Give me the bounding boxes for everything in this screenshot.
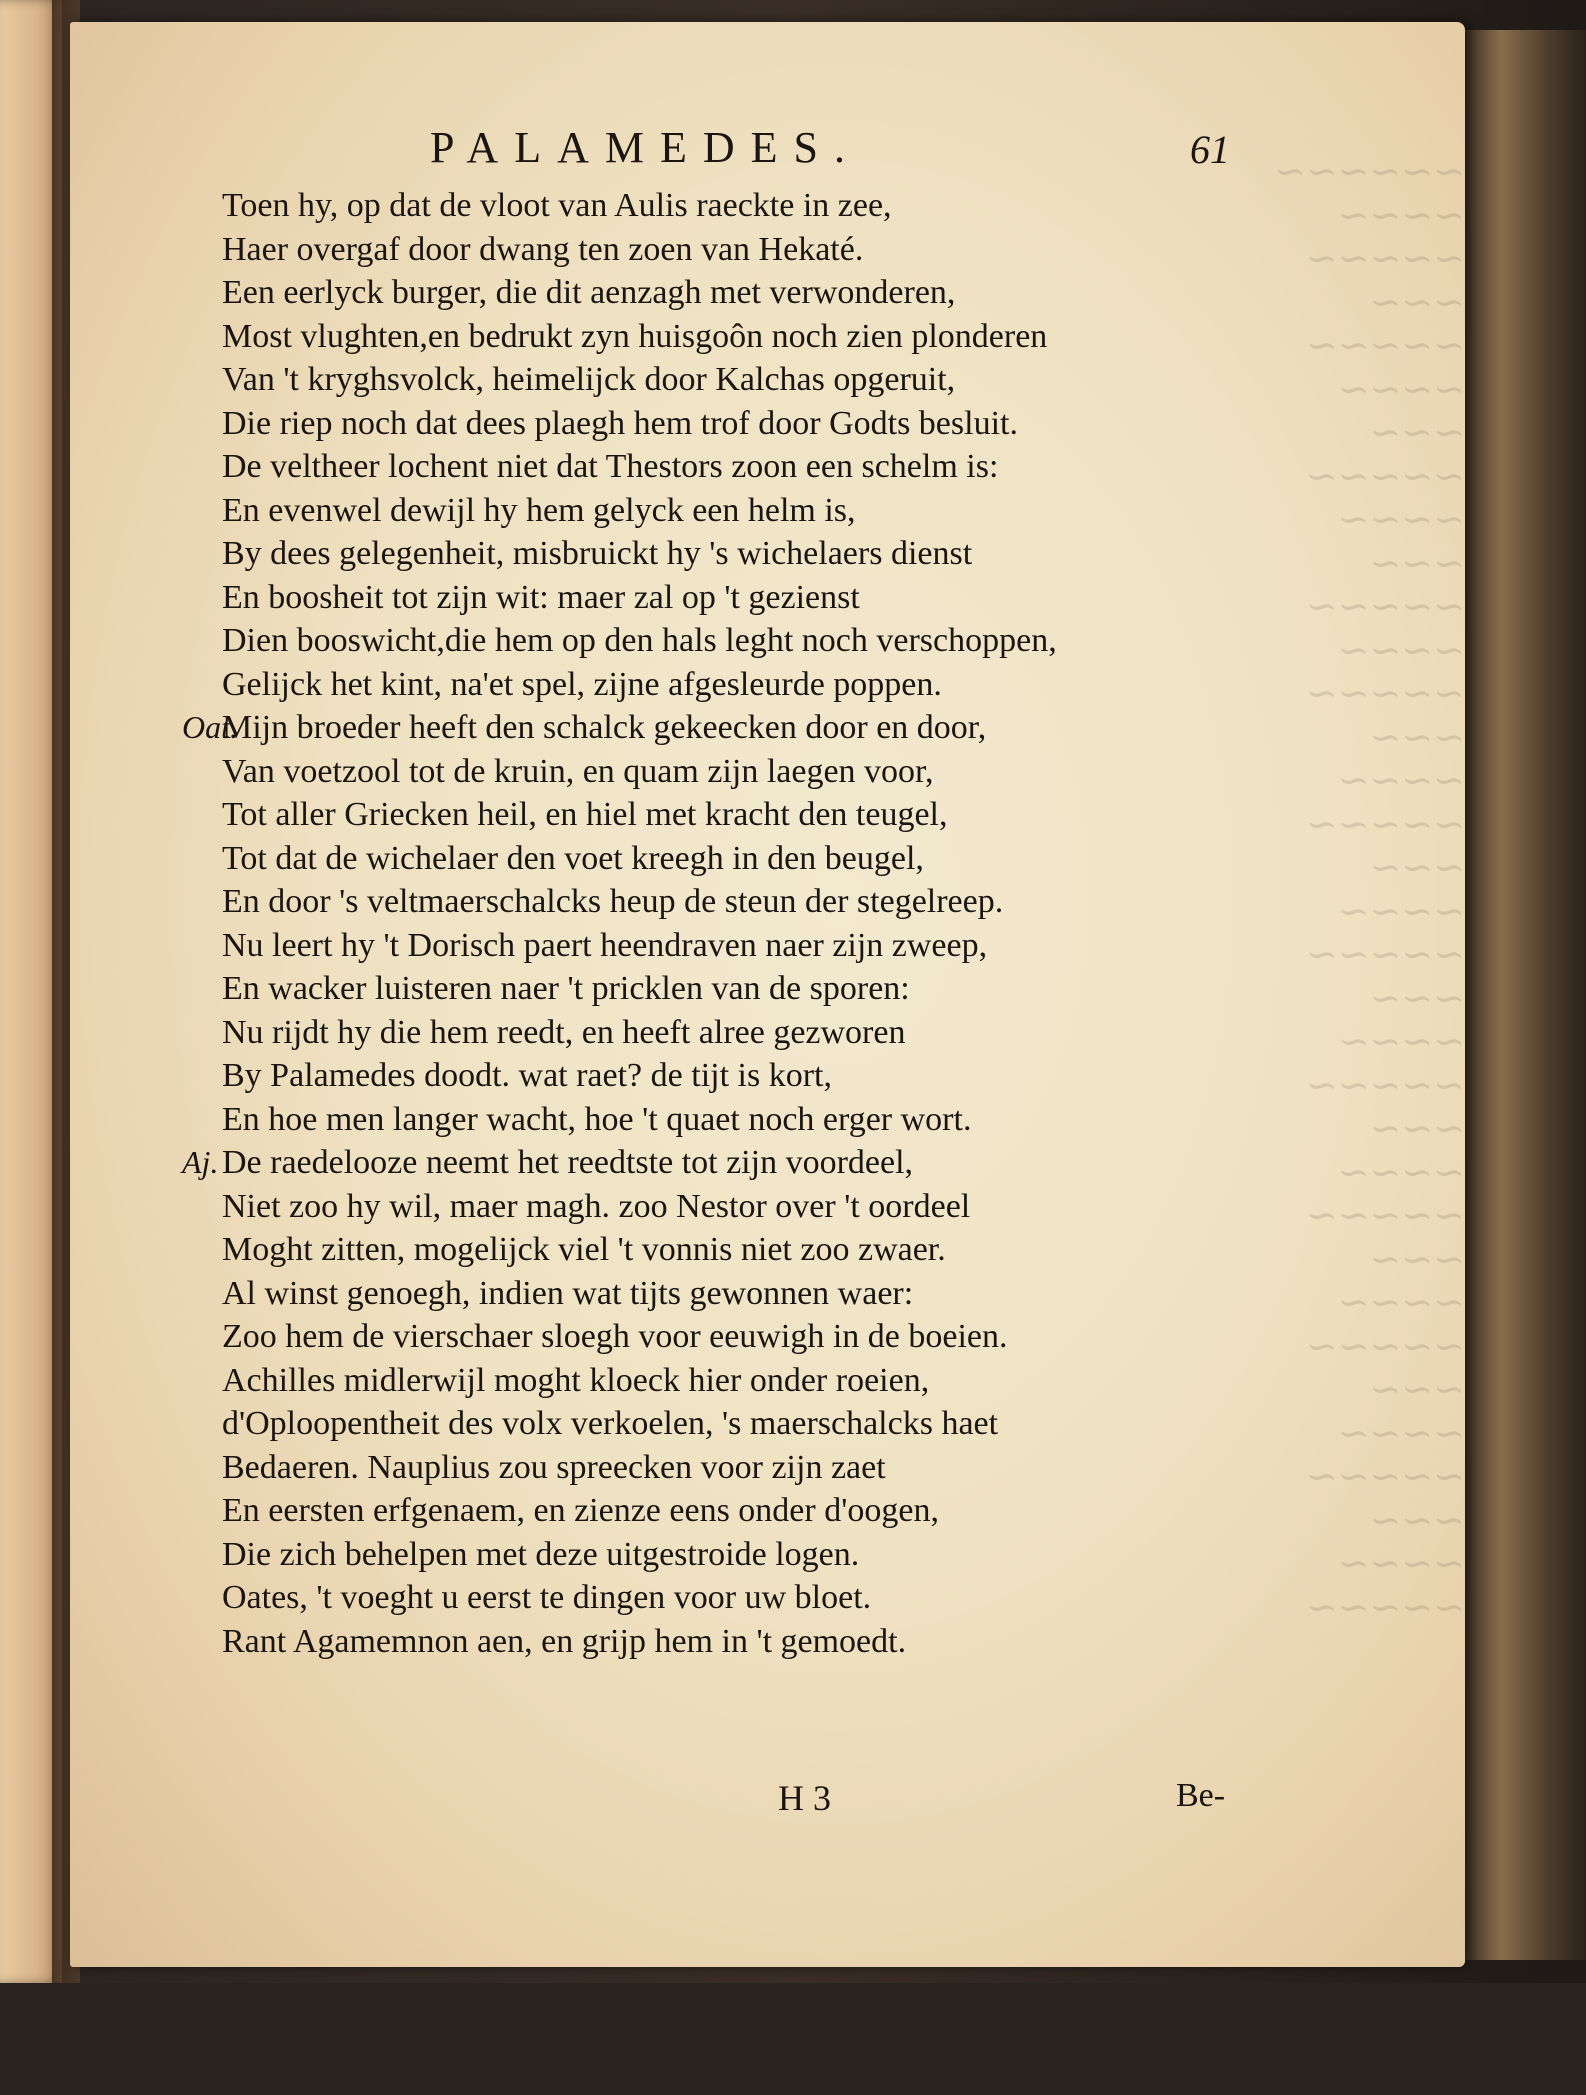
verse-text: Tot dat de wichelaer den voet kreegh in den beugel, <box>222 839 924 877</box>
verse-line <box>70 1054 1465 1098</box>
verse-text: By dees gelegenheit, misbruickt hy 's wichelaers dienst <box>222 535 973 572</box>
verse-block <box>70 184 1465 1663</box>
verse-line <box>70 532 1465 576</box>
verse-line <box>70 793 1465 837</box>
verse-text: Van 't kryghsvolck, heimelijck door Kalchas opgeruit, <box>222 361 956 398</box>
verse-text: Niet zoo hy wil, maer magh. zoo Nestor over 't oordeel <box>222 1187 971 1225</box>
verse-line <box>70 1620 1465 1664</box>
verse-text: En door 's veltmaerschalcks heup de steun der stegelreep. <box>222 883 1004 920</box>
page-footer <box>70 1777 1465 1827</box>
verse-line <box>70 706 1465 750</box>
verse-line <box>70 1489 1465 1533</box>
verse-line <box>70 576 1465 620</box>
verse-text: Die riep noch dat dees plaegh hem trof door Godts besluit. <box>222 404 1018 442</box>
verse-line <box>70 1272 1465 1316</box>
verse-line <box>70 1185 1465 1229</box>
verse-line <box>70 1228 1465 1272</box>
verse-text: De raedelooze neemt het reedtste tot zijn voordeel, <box>222 1144 914 1181</box>
verse-line <box>70 228 1465 272</box>
verse-text: Tot aller Griecken heil, en hiel met kracht den teugel, <box>222 796 948 833</box>
verse-text: Een eerlyck burger, die dit aenzagh met verwonderen, <box>222 274 956 311</box>
verse-line <box>70 1576 1465 1620</box>
verse-text: Mijn broeder heeft den schalck gekeecken door en door, <box>222 709 987 746</box>
verse-line <box>70 880 1465 924</box>
verse-line <box>70 619 1465 663</box>
verse-line <box>70 358 1465 402</box>
verse-text: En boosheit tot zijn wit: maer zal op 't gezienst <box>222 578 860 616</box>
verse-line <box>70 184 1465 228</box>
verse-line <box>70 967 1465 1011</box>
verse-text: En evenwel dewijl hy hem gelyck een helm is, <box>222 491 856 529</box>
show-through-texture: ~~~~~~ ~~~~ ~~~~~ ~~~ ~~~~~ ~~~~ ~~~ ~~~~~ ~~~~ ~~~ ~~~~~ ~~~~ ~~~~~ ~~~ ~~~~ ~~~~~ ~~~ ~~~~ ~~~~~ ~~~ ~~~~ ~~~~~ ~~~ ~~~~ ~~~~~ ~~~ ~~~~ ~~~~~ ~~~ ~~~~ ~~~~~ ~~~ ~~~~ ~~~~~ <box>1273 149 1465 1629</box>
verse-text: Nu rijdt hy die hem reedt, en heeft alree gezworen <box>222 1013 906 1051</box>
verse-text: Zoo hem de vierschaer sloegh voor eeuwigh in de boeien. <box>222 1318 1008 1355</box>
verse-text: Moght zitten, mogelijck viel 't vonnis niet zoo zwaer. <box>222 1231 946 1268</box>
verse-text: Al winst genoegh, indien wat tijts gewonnen waer: <box>222 1274 914 1312</box>
verse-line <box>70 489 1465 533</box>
verse-text: Haer overgaf door dwang ten zoen van Hekaté. <box>222 230 864 268</box>
verse-text: Nu leert hy 't Dorisch paert heendraven naer zijn zweep, <box>222 926 988 964</box>
verse-line <box>70 402 1465 446</box>
verse-text: Bedaeren. Nauplius zou spreecken voor zijn zaet <box>222 1448 886 1486</box>
page-number: 61 <box>1190 127 1230 172</box>
verse-text: Oates, 't voeght u eerst te dingen voor uw bloet. <box>222 1579 872 1616</box>
signature-mark: H 3 <box>778 1778 831 1818</box>
verse-line <box>70 1011 1465 1055</box>
verse-text: Dien booswicht,die hem op den hals leght noch verschoppen, <box>222 622 1057 659</box>
verse-text: En eersten erfgenaem, en zienze eens onder d'oogen, <box>222 1492 939 1529</box>
speaker-label: Oat. <box>182 709 238 745</box>
verse-line <box>70 315 1465 359</box>
verse-text: Most vlughten,en bedrukt zyn huisgoôn noch zien plonderen <box>222 317 1048 355</box>
verse-line <box>70 1098 1465 1142</box>
verse-line <box>70 1359 1465 1403</box>
verse-line <box>70 1141 1465 1185</box>
verse-text: Rant Agamemnon aen, en grijp hem in 't gemoedt. <box>222 1622 907 1660</box>
verse-text: De veltheer lochent niet dat Thestors zoon een schelm is: <box>222 448 999 485</box>
verse-line <box>70 1533 1465 1577</box>
verse-text: Die zich behelpen met deze uitgestroide logen. <box>222 1535 860 1573</box>
verse-text: En wacker luisteren naer 't pricklen van de sporen: <box>222 970 910 1007</box>
verse-line <box>70 271 1465 315</box>
verse-text: d'Oploopentheit des volx verkoelen, 's maerschalcks haet <box>222 1405 999 1442</box>
verse-line <box>70 1402 1465 1446</box>
verse-text: Achilles midlerwijl moght kloeck hier onder roeien, <box>222 1361 930 1399</box>
verse-text: Van voetzool tot de kruin, en quam zijn laegen voor, <box>222 752 934 790</box>
verse-line <box>70 1315 1465 1359</box>
verse-text: En hoe men langer wacht, hoe 't quaet noch erger wort. <box>222 1100 972 1138</box>
verse-line <box>70 445 1465 489</box>
running-title: PALAMEDES. <box>430 123 861 172</box>
verse-line <box>70 750 1465 794</box>
book-page <box>70 22 1465 1967</box>
verse-line <box>70 837 1465 881</box>
verse-line <box>70 1446 1465 1490</box>
verse-text: Toen hy, op dat de vloot van Aulis raeckte in zee, <box>222 187 892 224</box>
book-fore-edge <box>1465 30 1586 1960</box>
verse-line <box>70 663 1465 707</box>
verse-text: By Palamedes doodt. wat raet? de tijt is kort, <box>222 1057 832 1094</box>
catchword: Be- <box>1176 1777 1226 1814</box>
speaker-label: Aj. <box>182 1144 219 1180</box>
running-head <box>70 122 1465 182</box>
verse-line <box>70 924 1465 968</box>
verse-text: Gelijck het kint, na'et spel, zijne afgesleurde poppen. <box>222 665 942 703</box>
